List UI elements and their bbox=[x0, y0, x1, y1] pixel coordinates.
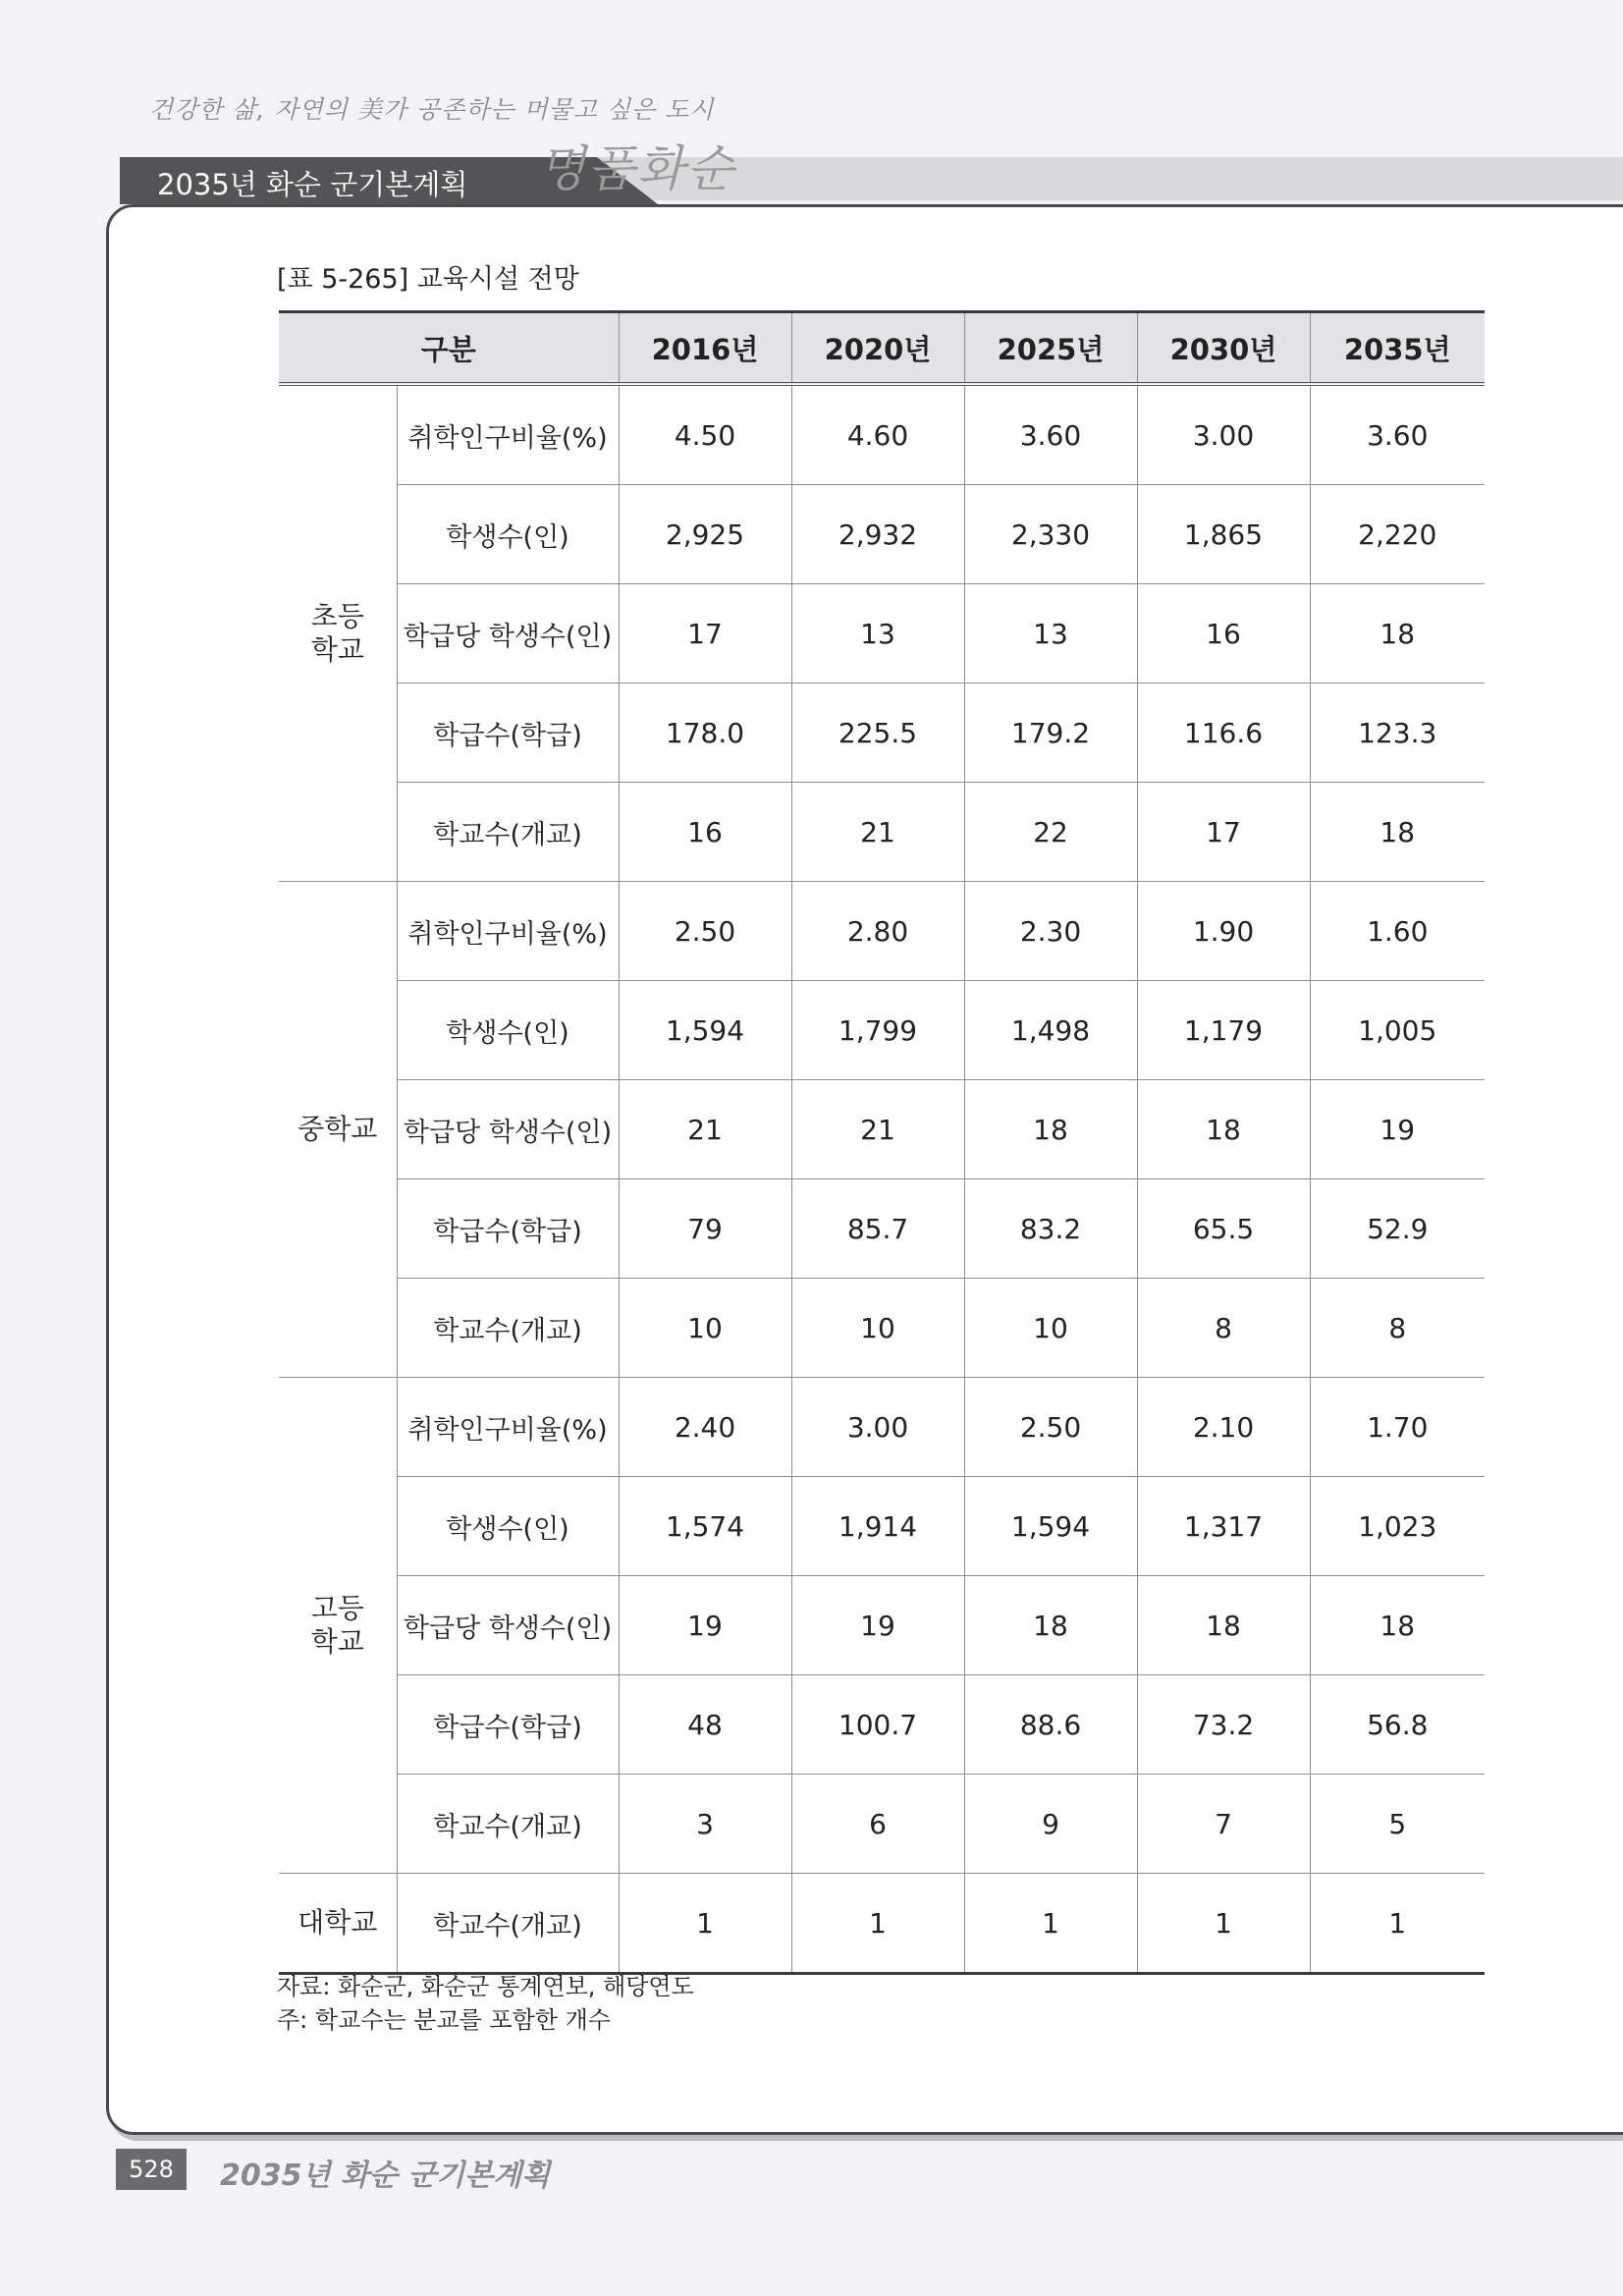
header-year: 2025년 bbox=[964, 312, 1137, 385]
value-cell: 1,023 bbox=[1310, 1477, 1485, 1576]
value-cell: 5 bbox=[1310, 1775, 1485, 1874]
group-label bbox=[279, 1378, 397, 1874]
value-cell: 8 bbox=[1137, 1279, 1310, 1378]
value-cell: 1,865 bbox=[1137, 485, 1310, 584]
value-cell: 13 bbox=[964, 584, 1137, 683]
header-row bbox=[279, 312, 1485, 385]
value-cell: 16 bbox=[619, 783, 791, 882]
group-label-line: 대학교 bbox=[298, 1906, 378, 1939]
value-cell: 1,594 bbox=[619, 981, 791, 1080]
value-cell: 3.00 bbox=[1137, 384, 1310, 485]
table-row bbox=[279, 783, 1485, 882]
row-item-label: 학급당 학생수(인) bbox=[397, 584, 619, 683]
row-item-label: 학생수(인) bbox=[397, 1477, 619, 1576]
value-cell: 2,220 bbox=[1310, 485, 1485, 584]
table-row bbox=[279, 1378, 1485, 1477]
value-cell: 18 bbox=[964, 1080, 1137, 1179]
value-cell: 3 bbox=[619, 1775, 791, 1874]
row-item-label: 학급수(학급) bbox=[397, 1675, 619, 1775]
slogan: 건강한 삶, 자연의 美가 공존하는 머물고 싶은 도시 bbox=[149, 95, 715, 124]
value-cell: 18 bbox=[1310, 584, 1485, 683]
value-cell: 52.9 bbox=[1310, 1179, 1485, 1279]
value-cell: 100.7 bbox=[791, 1675, 964, 1775]
row-item-label: 취학인구비율(%) bbox=[397, 1378, 619, 1477]
table-body bbox=[279, 384, 1485, 1974]
value-cell: 1,914 bbox=[791, 1477, 964, 1576]
value-cell: 79 bbox=[619, 1179, 791, 1279]
table-row bbox=[279, 1675, 1485, 1775]
value-cell: 19 bbox=[619, 1576, 791, 1675]
table-row bbox=[279, 1874, 1485, 1974]
value-cell: 48 bbox=[619, 1675, 791, 1775]
value-cell: 18 bbox=[1310, 1576, 1485, 1675]
value-cell: 10 bbox=[791, 1279, 964, 1378]
group-label bbox=[279, 882, 397, 1378]
value-cell: 2.10 bbox=[1137, 1378, 1310, 1477]
value-cell: 1 bbox=[791, 1874, 964, 1974]
value-cell: 123.3 bbox=[1310, 683, 1485, 783]
table-row bbox=[279, 1179, 1485, 1279]
value-cell: 1,574 bbox=[619, 1477, 791, 1576]
table-caption: [표 5-265] 교육시설 전망 bbox=[277, 264, 579, 295]
row-item-label: 학급당 학생수(인) bbox=[397, 1576, 619, 1675]
value-cell: 18 bbox=[1310, 783, 1485, 882]
table-row bbox=[279, 981, 1485, 1080]
value-cell: 16 bbox=[1137, 584, 1310, 683]
source-note: 자료: 화순군, 화순군 통계연보, 해당연도 bbox=[277, 1973, 694, 2000]
row-item-label: 학교수(개교) bbox=[397, 1874, 619, 1974]
value-cell: 2.40 bbox=[619, 1378, 791, 1477]
header-year: 2035년 bbox=[1310, 312, 1485, 385]
table-row bbox=[279, 485, 1485, 584]
value-cell: 3.60 bbox=[1310, 384, 1485, 485]
row-item-label: 학생수(인) bbox=[397, 485, 619, 584]
row-item-label: 학급수(학급) bbox=[397, 683, 619, 783]
value-cell: 1 bbox=[1310, 1874, 1485, 1974]
value-cell: 225.5 bbox=[791, 683, 964, 783]
group-label-line: 학교 bbox=[310, 1625, 364, 1658]
row-item-label: 학급수(학급) bbox=[397, 1179, 619, 1279]
value-cell: 13 bbox=[791, 584, 964, 683]
table-row bbox=[279, 1279, 1485, 1378]
page-number: 528 bbox=[116, 2149, 187, 2190]
table-notes bbox=[277, 1970, 694, 2037]
value-cell: 3.60 bbox=[964, 384, 1137, 485]
value-cell: 179.2 bbox=[964, 683, 1137, 783]
value-cell: 10 bbox=[619, 1279, 791, 1378]
row-item-label: 학교수(개교) bbox=[397, 1279, 619, 1378]
row-item-label: 학생수(인) bbox=[397, 981, 619, 1080]
group-label bbox=[279, 1874, 397, 1974]
value-cell: 21 bbox=[619, 1080, 791, 1179]
value-cell: 88.6 bbox=[964, 1675, 1137, 1775]
value-cell: 1,317 bbox=[1137, 1477, 1310, 1576]
value-cell: 2.30 bbox=[964, 882, 1137, 981]
group-label-line: 초등 bbox=[310, 600, 364, 632]
value-cell: 1 bbox=[964, 1874, 1137, 1974]
value-cell: 1.60 bbox=[1310, 882, 1485, 981]
group-label-line: 고등 bbox=[310, 1592, 364, 1624]
value-cell: 21 bbox=[791, 783, 964, 882]
header-category: 구분 bbox=[279, 312, 619, 385]
value-cell: 1.90 bbox=[1137, 882, 1310, 981]
value-cell: 17 bbox=[1137, 783, 1310, 882]
value-cell: 2.80 bbox=[791, 882, 964, 981]
table-row bbox=[279, 584, 1485, 683]
value-cell: 178.0 bbox=[619, 683, 791, 783]
value-cell: 1 bbox=[1137, 1874, 1310, 1974]
header-title: 2035년 화순 군기본계획 bbox=[157, 168, 468, 201]
header-year: 2020년 bbox=[791, 312, 964, 385]
value-cell: 8 bbox=[1310, 1279, 1485, 1378]
value-cell: 10 bbox=[964, 1279, 1137, 1378]
value-cell: 1,799 bbox=[791, 981, 964, 1080]
value-cell: 17 bbox=[619, 584, 791, 683]
value-cell: 73.2 bbox=[1137, 1675, 1310, 1775]
value-cell: 2,330 bbox=[964, 485, 1137, 584]
education-facility-table bbox=[279, 310, 1485, 1975]
value-cell: 19 bbox=[1310, 1080, 1485, 1179]
value-cell: 65.5 bbox=[1137, 1179, 1310, 1279]
value-cell: 83.2 bbox=[964, 1179, 1137, 1279]
value-cell: 19 bbox=[791, 1576, 964, 1675]
value-cell: 18 bbox=[964, 1576, 1137, 1675]
value-cell: 1,005 bbox=[1310, 981, 1485, 1080]
value-cell: 1,498 bbox=[964, 981, 1137, 1080]
value-cell: 116.6 bbox=[1137, 683, 1310, 783]
group-label-line: 중학교 bbox=[298, 1113, 378, 1145]
value-cell: 7 bbox=[1137, 1775, 1310, 1874]
table-row bbox=[279, 1477, 1485, 1576]
row-item-label: 학급당 학생수(인) bbox=[397, 1080, 619, 1179]
value-cell: 2,925 bbox=[619, 485, 791, 584]
logo: 명품화순 bbox=[538, 140, 736, 197]
table-row bbox=[279, 384, 1485, 485]
value-cell: 9 bbox=[964, 1775, 1137, 1874]
table-row bbox=[279, 683, 1485, 783]
table-row bbox=[279, 882, 1485, 981]
value-cell: 1.70 bbox=[1310, 1378, 1485, 1477]
row-item-label: 취학인구비율(%) bbox=[397, 384, 619, 485]
table-row bbox=[279, 1080, 1485, 1179]
table-row bbox=[279, 1775, 1485, 1874]
group-label-line: 학교 bbox=[310, 633, 364, 666]
value-cell: 6 bbox=[791, 1775, 964, 1874]
value-cell: 1,179 bbox=[1137, 981, 1310, 1080]
row-item-label: 학교수(개교) bbox=[397, 783, 619, 882]
table-row bbox=[279, 1576, 1485, 1675]
row-item-label: 취학인구비율(%) bbox=[397, 882, 619, 981]
value-cell: 4.50 bbox=[619, 384, 791, 485]
value-cell: 85.7 bbox=[791, 1179, 964, 1279]
group-label bbox=[279, 384, 397, 882]
row-item-label: 학교수(개교) bbox=[397, 1775, 619, 1874]
value-cell: 22 bbox=[964, 783, 1137, 882]
header-year: 2016년 bbox=[619, 312, 791, 385]
value-cell: 2,932 bbox=[791, 485, 964, 584]
header-year: 2030년 bbox=[1137, 312, 1310, 385]
value-cell: 1,594 bbox=[964, 1477, 1137, 1576]
value-cell: 2.50 bbox=[964, 1378, 1137, 1477]
value-cell: 56.8 bbox=[1310, 1675, 1485, 1775]
value-cell: 21 bbox=[791, 1080, 964, 1179]
value-cell: 2.50 bbox=[619, 882, 791, 981]
value-cell: 18 bbox=[1137, 1080, 1310, 1179]
footnote: 주: 학교수는 분교를 포함한 개수 bbox=[277, 2006, 611, 2034]
value-cell: 4.60 bbox=[791, 384, 964, 485]
value-cell: 1 bbox=[619, 1874, 791, 1974]
value-cell: 18 bbox=[1137, 1576, 1310, 1675]
value-cell: 3.00 bbox=[791, 1378, 964, 1477]
footer-title: 2035년 화순 군기본계획 bbox=[220, 2159, 551, 2193]
